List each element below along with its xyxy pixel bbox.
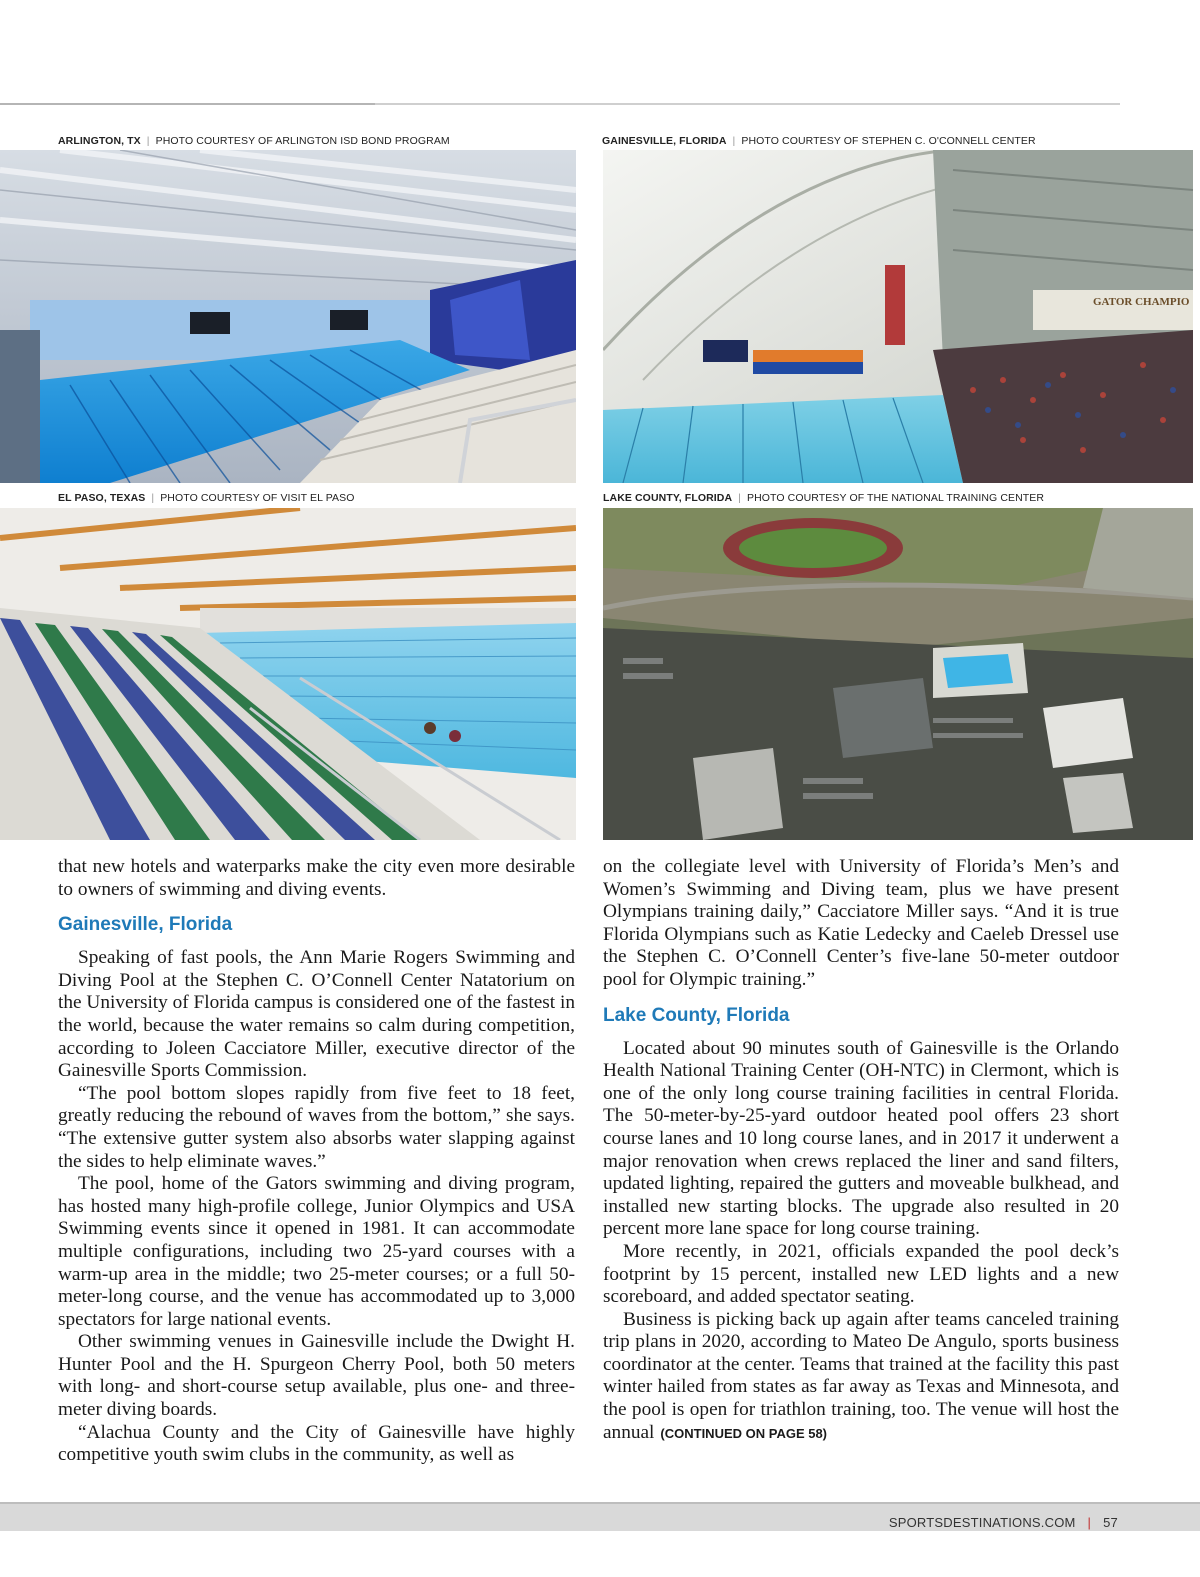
caption-gainesville: GAINESVILLE, FLORIDA | PHOTO COURTESY OF STEPHEN C. O'CONNELL CENTER xyxy=(602,135,1036,147)
footer-separator: | xyxy=(1087,1515,1092,1530)
paragraph: Speaking of fast pools, the Ann Marie Rogers Swimming and Diving Pool at the Stephen C. O’Connell Center Natatorium on the University of Florida campus is considered one of the fastest in the world, because the water remains so calm during competition, according to Joleen Cacciatore Miller, executive director of the Gainesville Sports Commission. xyxy=(58,947,575,1082)
paragraph xyxy=(603,1309,1119,1446)
footer xyxy=(889,1515,1118,1530)
paragraph: More recently, in 2021, officials expanded the pool deck’s footprint by 15 percent, installed new LED lights and a new scoreboard, and added spectator seating. xyxy=(603,1240,1119,1308)
photo-gainesville-oconnell-center xyxy=(603,150,1193,483)
paragraph: The pool, home of the Gators swimming and diving program, has hosted many high-profile college, Junior Olympics and USA Swimming events since it opened in 1981. It can accommodate multiple configurations, including two 25-yard courses with a warm-up area in the middle; two 25-meter courses; or a full 50-meter-long course, and the venue has accommodated up to 3,000 spectators for large national events. xyxy=(58,1173,575,1330)
section-heading-lake-county: Lake County, Florida xyxy=(603,1004,790,1026)
paragraph: that new hotels and waterparks make the city even more desirable to owners of swimming and diving events. xyxy=(58,856,575,900)
footer-site[interactable]: SPORTSDESTINATIONS.COM xyxy=(888,1515,1076,1530)
paragraph: on the collegiate level with University of Florida’s Men’s and Women’s Swimming and Diving team, plus we have present Olympians training daily,” Cacciatore Miller says. “And it is true Florida Olympians such as Katie Ledecky and Caeleb Dressel use the Stephen C. O’Connell Center’s five-lane 50-meter outdoor pool for Olympic training.” xyxy=(603,856,1119,990)
paragraph: Other swimming venues in Gainesville include the Dwight H. Hunter Pool and the H. Spurgeon Cherry Pool, both 50 meters with long- and short-course setup available, plus one- and three-meter diving boards. xyxy=(58,1331,575,1421)
page-number: 57 xyxy=(1103,1515,1118,1530)
photo-arlington-natatorium xyxy=(0,150,576,483)
photo-lake-county-aerial xyxy=(603,508,1193,840)
top-rule-accent xyxy=(0,103,375,105)
paragraph-text: Business is picking back up again after teams canceled training trip plans in 2020, according to Mateo De Angulo, sports business coordinator at the center. Teams that trained at the facility this past winter hailed from states as far away as Texas and Minnesota, and the pool is open for triathlon training, too. The venue will host the annual xyxy=(603,1308,1119,1443)
caption-arlington: ARLINGTON, TX | PHOTO COURTESY OF ARLINGTON ISD BOND PROGRAM xyxy=(58,135,450,147)
paragraph: Located about 90 minutes south of Gainesville is the Orlando Health National Training Center (OH-NTC) in Clermont, which is one of the only long course training facilities in central Florida. The 50-meter-by-25-yard outdoor heated pool offers 23 short course lanes and 10 long course lanes, and in 2017 it underwent a major renovation when crews replaced the liner and sand filters, updated lighting, repaired the gutters and moveable bulkhead, and installed new starting blocks. The upgrade also resulted in 20 percent more lane space for long course training. xyxy=(603,1037,1119,1240)
right-text-column xyxy=(603,856,1119,1445)
continued-on-page-link[interactable]: (CONTINUED ON PAGE 58) xyxy=(660,1425,828,1441)
caption-lake-county: LAKE COUNTY, FLORIDA | PHOTO COURTESY OF THE NATIONAL TRAINING CENTER xyxy=(603,492,1045,504)
gator-champions-sign: GATOR CHAMPIO xyxy=(1093,296,1190,308)
paragraph: “The pool bottom slopes rapidly from five feet to 18 feet, greatly reducing the rebound of waves from the bottom,” she says. “The extensive gutter system also absorbs water slapping against the sides to help eliminate waves.” xyxy=(58,1082,575,1172)
section-heading-gainesville: Gainesville, Florida xyxy=(58,914,233,936)
paragraph: “Alachua County and the City of Gainesville have highly competitive youth swim clubs in the community, as well as xyxy=(58,1421,575,1466)
photo-el-paso-natatorium xyxy=(0,508,576,840)
left-text-column xyxy=(58,856,575,1467)
caption-el-paso: EL PASO, TEXAS | PHOTO COURTESY OF VISIT EL PASO xyxy=(58,492,355,504)
